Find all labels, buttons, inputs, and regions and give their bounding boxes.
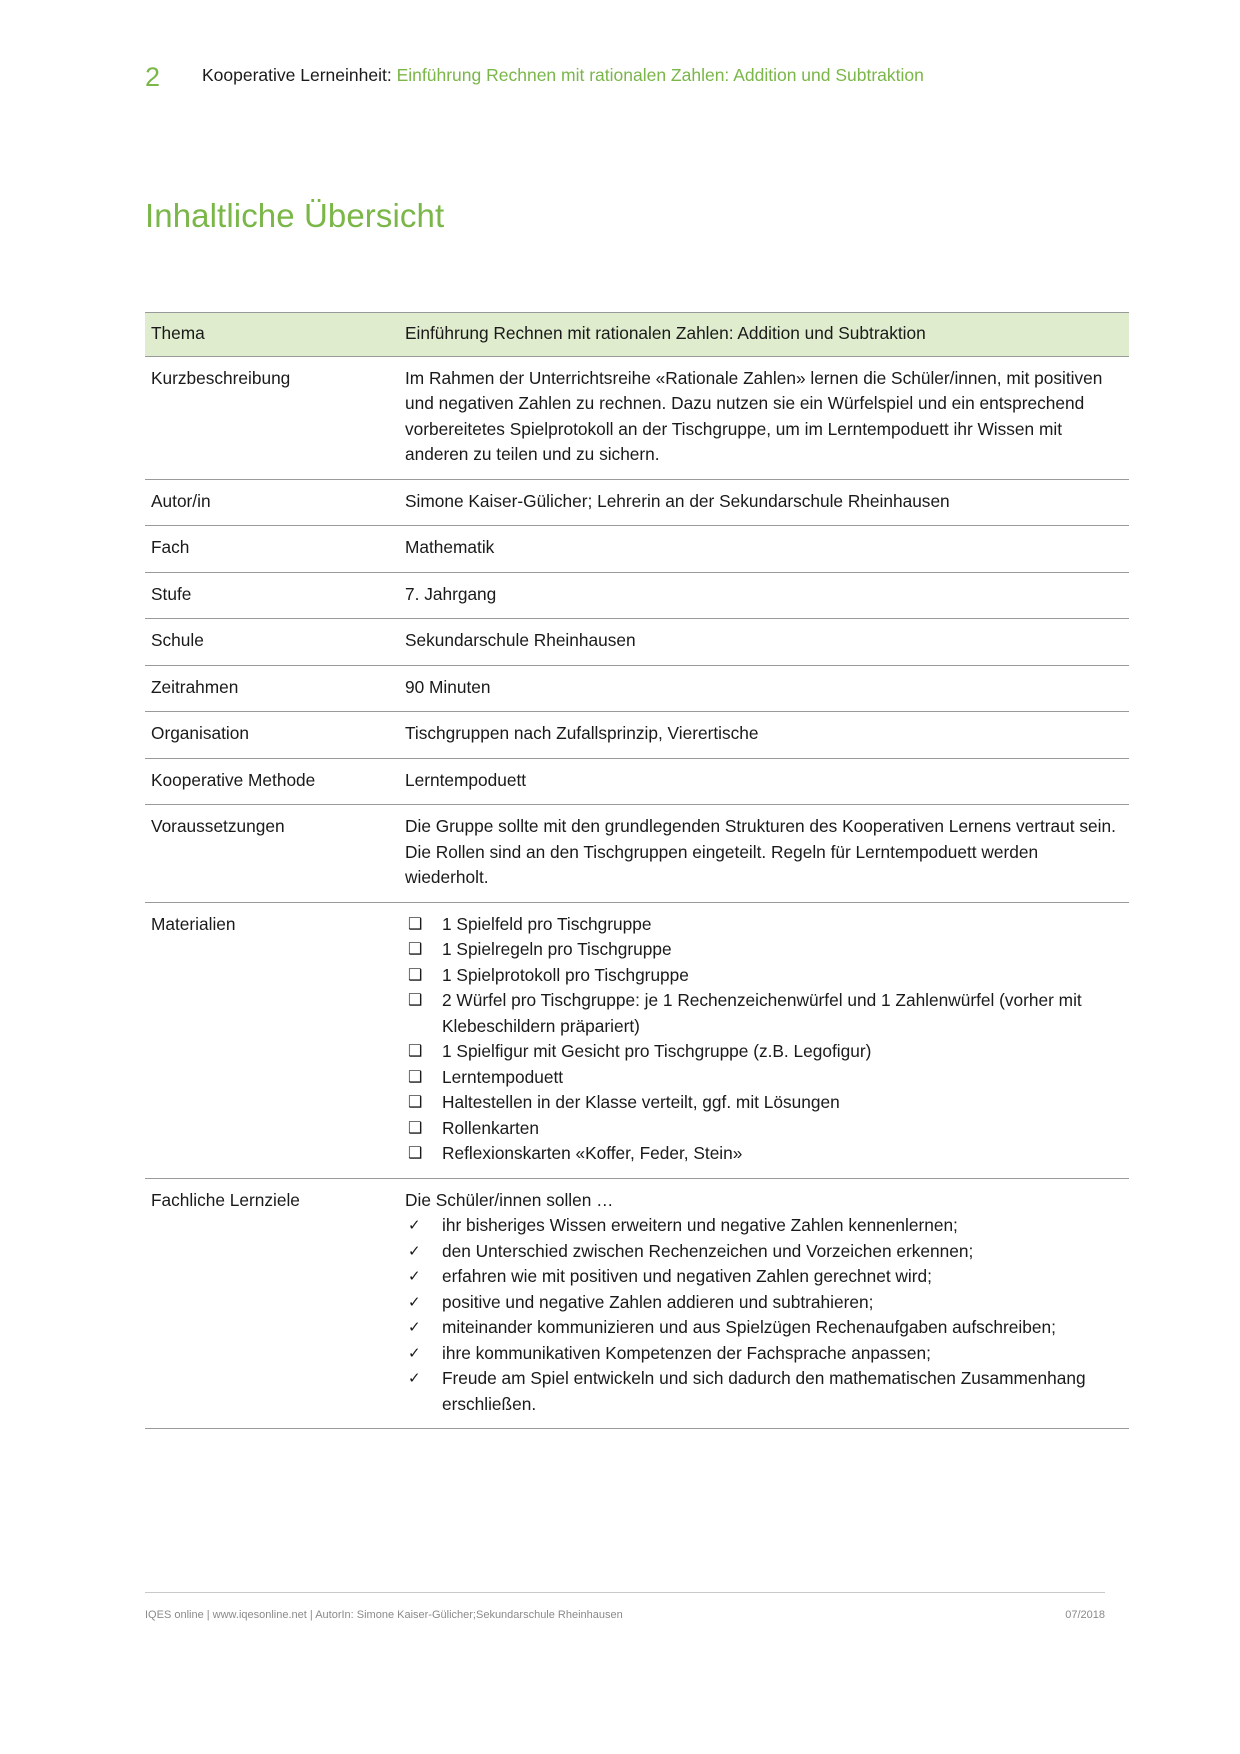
header-topic: Einführung Rechnen mit rationalen Zahlen: Addition und Subtraktion bbox=[396, 65, 924, 85]
list-item bbox=[405, 1039, 1123, 1065]
list-item-label: Lerntempoduett bbox=[442, 1066, 564, 1087]
overview-table-wrapper bbox=[145, 312, 1116, 1429]
list-item-label: den Unterschied zwischen Rechenzeichen und Vorzeichen erkennen; bbox=[442, 1240, 974, 1261]
list-item-label: Reflexionskarten «Koffer, Feder, Stein» bbox=[442, 1143, 743, 1163]
materials-list bbox=[405, 912, 1123, 1167]
page-footer bbox=[145, 1607, 1105, 1623]
table-row bbox=[145, 712, 1129, 759]
row-label: Materialien bbox=[145, 902, 399, 1178]
checkbox-icon: ❑ bbox=[408, 992, 423, 1009]
page-header bbox=[145, 62, 1105, 92]
list-item-label: 1 Spielfeld pro Tischgruppe bbox=[442, 913, 652, 934]
list-item bbox=[405, 937, 1123, 963]
table-row bbox=[145, 805, 1129, 903]
table-row bbox=[145, 526, 1129, 573]
checkmark-icon: ✓ bbox=[408, 1242, 421, 1260]
list-item-label: 1 Spielregeln pro Tischgruppe bbox=[442, 939, 672, 959]
list-item-label: 1 Spielprotokoll pro Tischgruppe bbox=[442, 964, 689, 985]
list-item-label: 1 Spielfigur mit Gesicht pro Tischgruppe (z.B. Legofigur) bbox=[442, 1041, 872, 1061]
row-value: Sekundarschule Rheinhausen bbox=[399, 619, 1129, 666]
row-label: Stufe bbox=[145, 572, 399, 619]
list-item-label: positive und negative Zahlen addieren und subtrahieren; bbox=[442, 1291, 874, 1312]
goals-list bbox=[405, 1213, 1123, 1417]
list-item bbox=[405, 988, 1123, 1039]
checkbox-icon: ❑ bbox=[408, 1145, 423, 1162]
list-item-label: Rollenkarten bbox=[442, 1117, 540, 1138]
footer-divider bbox=[145, 1592, 1105, 1593]
checkmark-icon: ✓ bbox=[408, 1217, 421, 1234]
row-value: 7. Jahrgang bbox=[399, 572, 1129, 619]
table-row-materials bbox=[145, 902, 1129, 1178]
table-row bbox=[145, 479, 1129, 526]
row-label: Zeitrahmen bbox=[145, 665, 399, 712]
list-item bbox=[405, 1341, 1123, 1367]
row-label: Schule bbox=[145, 619, 399, 666]
list-item bbox=[405, 963, 1123, 989]
row-label: Kooperative Methode bbox=[145, 758, 399, 805]
checkmark-icon: ✓ bbox=[408, 1370, 421, 1387]
list-item bbox=[405, 1141, 1123, 1167]
table-row-head bbox=[145, 313, 1129, 357]
overview-table bbox=[145, 312, 1129, 1429]
list-item-label: miteinander kommunizieren und aus Spielzügen Rechenaufgaben aufschreiben; bbox=[442, 1317, 1056, 1337]
checkbox-icon: ❑ bbox=[408, 1068, 423, 1086]
table-row-goals bbox=[145, 1178, 1129, 1429]
checkbox-icon: ❑ bbox=[408, 1043, 423, 1060]
row-label: Organisation bbox=[145, 712, 399, 759]
list-item bbox=[405, 1315, 1123, 1341]
list-item bbox=[405, 912, 1123, 938]
list-item bbox=[405, 1264, 1123, 1290]
checkbox-icon: ❑ bbox=[408, 1094, 423, 1111]
checkbox-icon: ❑ bbox=[408, 966, 423, 984]
materials-cell bbox=[399, 902, 1129, 1178]
list-item-label: 2 Würfel pro Tischgruppe: je 1 Rechenzeichenwürfel und 1 Zahlenwürfel (vorher mit Klebeschildern präpariert) bbox=[442, 990, 1082, 1036]
goals-intro: Die Schüler/innen sollen … bbox=[405, 1189, 614, 1210]
head-value: Einführung Rechnen mit rationalen Zahlen: Addition und Subtraktion bbox=[399, 313, 1129, 357]
list-item bbox=[405, 1239, 1123, 1265]
header-label: Kooperative Lerneinheit: bbox=[202, 65, 392, 85]
footer-date: 07/2018 bbox=[1065, 1609, 1105, 1621]
table-row bbox=[145, 665, 1129, 712]
checkbox-icon: ❑ bbox=[408, 941, 423, 958]
row-value: Mathematik bbox=[399, 526, 1129, 573]
list-item-label: Freude am Spiel entwickeln und sich dadurch den mathematischen Zusammenhang erschließen. bbox=[442, 1368, 1086, 1414]
list-item bbox=[405, 1366, 1123, 1417]
chapter-number: 2 bbox=[145, 62, 161, 92]
checkmark-icon: ✓ bbox=[408, 1344, 421, 1362]
checkmark-icon: ✓ bbox=[408, 1319, 421, 1336]
checkmark-icon: ✓ bbox=[408, 1268, 421, 1285]
checkmark-icon: ✓ bbox=[408, 1293, 421, 1311]
list-item-label: Haltestellen in der Klasse verteilt, ggf. mit Lösungen bbox=[442, 1092, 840, 1112]
list-item-label: erfahren wie mit positiven und negativen Zahlen gerechnet wird; bbox=[442, 1266, 932, 1286]
row-label: Voraussetzungen bbox=[145, 805, 399, 903]
page-title: Inhaltliche Übersicht bbox=[145, 197, 445, 234]
row-value: Simone Kaiser-Gülicher; Lehrerin an der Sekundarschule Rheinhausen bbox=[399, 479, 1129, 526]
table-row bbox=[145, 572, 1129, 619]
table-row bbox=[145, 619, 1129, 666]
row-label: Autor/in bbox=[145, 479, 399, 526]
list-item-label: ihre kommunikativen Kompetenzen der Fachsprache anpassen; bbox=[442, 1342, 931, 1363]
footer-source: IQES online | www.iqesonline.net | AutorIn: Simone Kaiser-Gülicher;Sekundarschule Rheinhausen bbox=[145, 1609, 623, 1621]
list-item bbox=[405, 1213, 1123, 1239]
row-value: Lerntempoduett bbox=[399, 758, 1129, 805]
row-value: Im Rahmen der Unterrichtsreihe «Rationale Zahlen» lernen die Schüler/innen, mit positiven und negativen Zahlen zu rechnen. Dazu nutzen sie ein Würfelspiel und ein entsprechend vorbereitetes Spielprotokoll an der Tischgruppe, um im Lerntempoduett ihr Wissen mit anderen zu teilen und zu sichern. bbox=[399, 356, 1129, 479]
header-text bbox=[202, 62, 924, 89]
list-item-label: ihr bisheriges Wissen erweitern und negative Zahlen kennenlernen; bbox=[442, 1215, 958, 1235]
table-row bbox=[145, 356, 1129, 479]
checkbox-icon: ❑ bbox=[408, 915, 423, 933]
row-value: Die Gruppe sollte mit den grundlegenden Strukturen des Kooperativen Lernens vertraut sein. Die Rollen sind an den Tischgruppen eingeteilt. Regeln für Lerntempoduett werden wiederholt. bbox=[399, 805, 1129, 903]
list-item bbox=[405, 1116, 1123, 1142]
checkbox-icon: ❑ bbox=[408, 1119, 423, 1137]
row-label: Fach bbox=[145, 526, 399, 573]
row-value: 90 Minuten bbox=[399, 665, 1129, 712]
row-value: Tischgruppen nach Zufallsprinzip, Vierertische bbox=[399, 712, 1129, 759]
goals-cell bbox=[399, 1178, 1129, 1429]
list-item bbox=[405, 1290, 1123, 1316]
list-item bbox=[405, 1090, 1123, 1116]
row-label: Kurzbeschreibung bbox=[145, 356, 399, 479]
table-row bbox=[145, 758, 1129, 805]
head-label: Thema bbox=[145, 313, 399, 357]
list-item bbox=[405, 1065, 1123, 1091]
row-label: Fachliche Lernziele bbox=[145, 1178, 399, 1429]
